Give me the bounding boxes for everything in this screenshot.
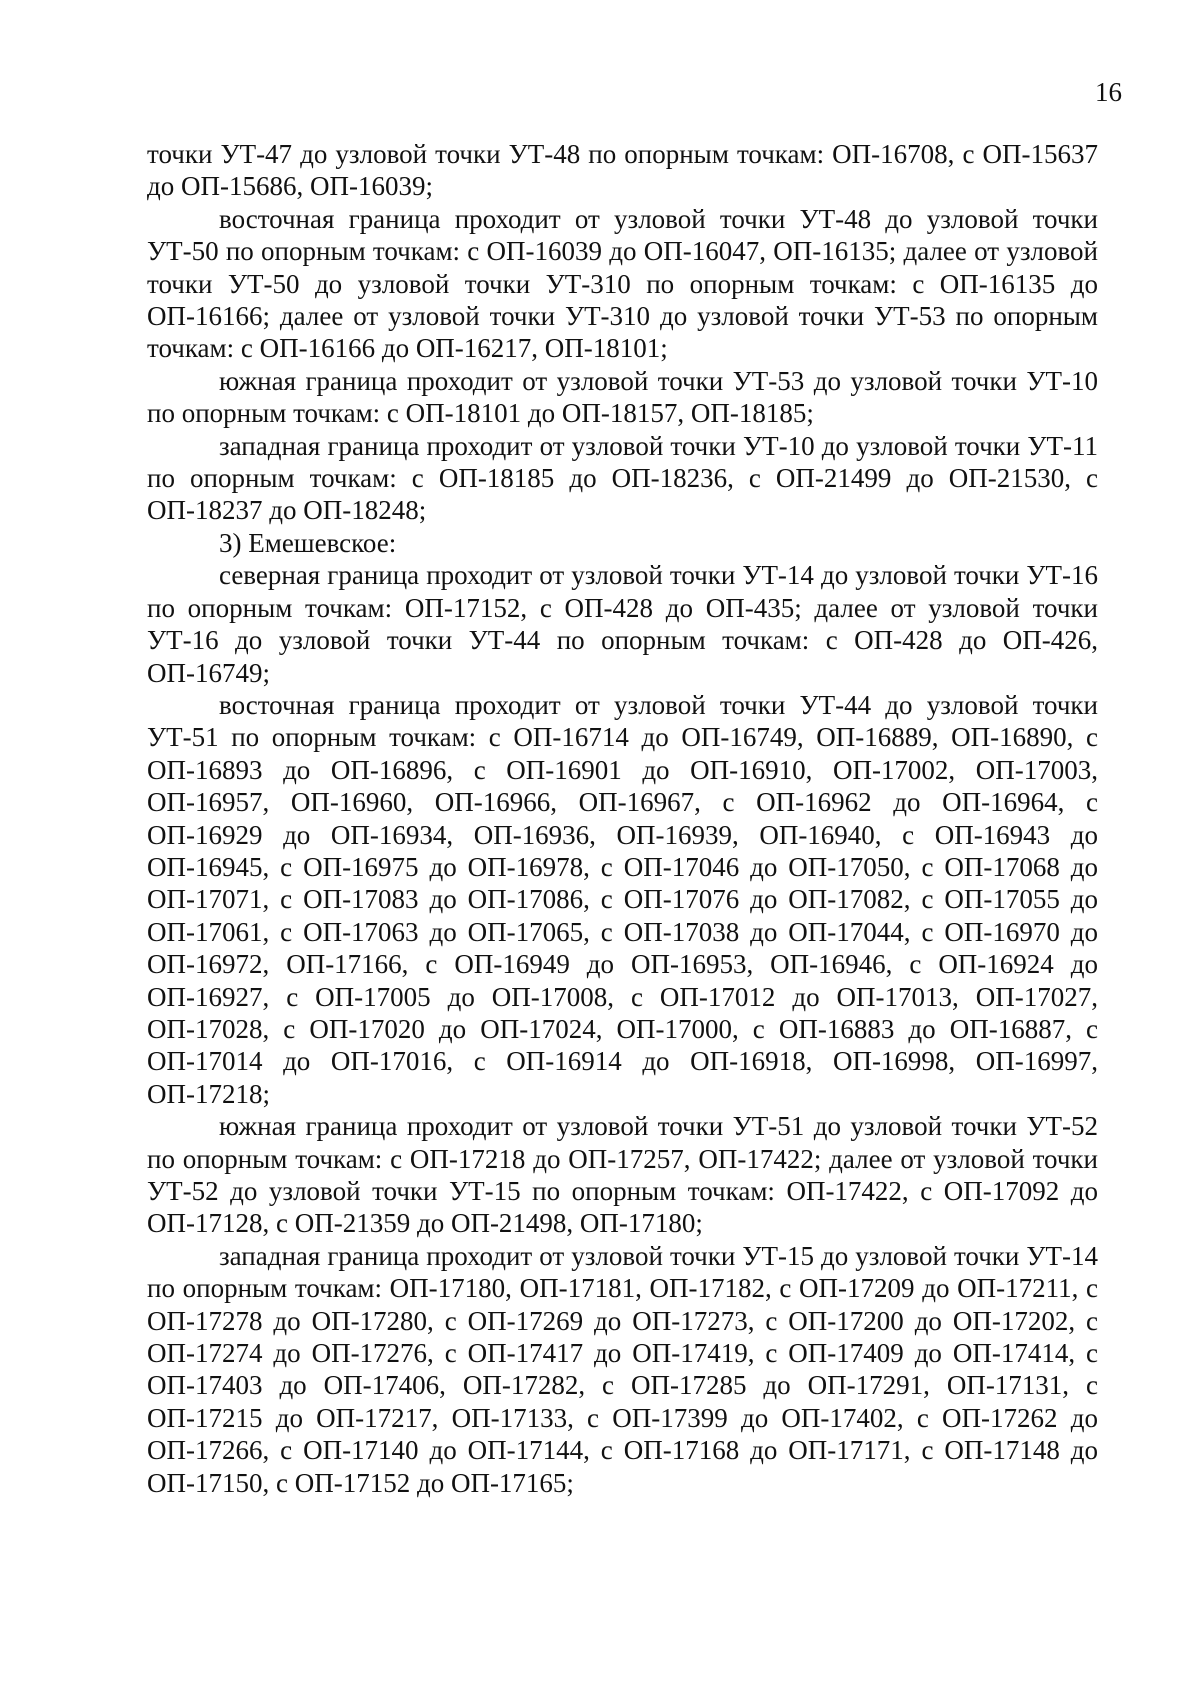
paragraph-eastern-boundary: восточная граница проходит от узловой точки УТ-48 до узловой точки УТ-50 по опорным точкам: с ОП-16039 до ОП-16047, ОП-16135; далее от узловой точки УТ-50 до узловой точки УТ-310 по опорным точкам: с ОП-16135 до ОП-16166; далее от узловой точки УТ-310 до узловой точки УТ-53 по опорным точкам: с ОП-16166 до ОП-16217, ОП-18101; — [147, 203, 1098, 364]
paragraph: точки УТ-47 до узловой точки УТ-48 по опорным точкам: ОП-16708, с ОП-15637 до ОП-15686, ОП-16039; — [147, 139, 1098, 202]
section-heading: 3) Емешевское: — [219, 527, 397, 558]
paragraph-western-boundary: западная граница проходит от узловой точки УТ-10 до узловой точки УТ-11 по опорным точкам: с ОП-18185 до ОП-18236, с ОП-21499 до ОП-21530, с ОП-18237 до ОП-18248; — [147, 430, 1098, 526]
paragraph-northern-boundary: северная граница проходит от узловой точки УТ-14 до узловой точки УТ-16 по опорным точкам: ОП-17152, с ОП-428 до ОП-435; далее от узловой точки УТ-16 до узловой точки УТ-44 по опорным точкам: с ОП-428 до ОП-426, ОП-16749; — [147, 560, 1098, 688]
paragraph-southern-boundary: южная граница проходит от узловой точки УТ-53 до узловой точки УТ-10 по опорным точкам: с ОП-18101 до ОП-18157, ОП-18185; — [147, 365, 1098, 429]
page-number: 16 — [1095, 77, 1122, 107]
paragraph-western-boundary: западная граница проходит от узловой точки УТ-15 до узловой точки УТ-14 по опорным точкам: ОП-17180, ОП-17181, ОП-17182, с ОП-17209 до ОП-17211, с ОП-17278 до ОП-17280, с ОП-17269 до ОП-17273, с ОП-17200 до ОП-17202, с ОП-17274 до ОП-17276, с ОП-17417 до ОП-17419, с ОП-17409 до ОП-17414, с ОП-17403 до ОП-17406, ОП-17282, с ОП-17285 до ОП-17291, ОП-17131, с ОП-17215 до ОП-17217, ОП-17133, с ОП-17399 до ОП-17402, с ОП-17262 до ОП-17266, с ОП-17140 до ОП-17144, с ОП-17168 до ОП-17171, с ОП-17148 до ОП-17150, с ОП-17152 до ОП-17165; — [147, 1240, 1098, 1498]
paragraph-southern-boundary: южная граница проходит от узловой точки УТ-51 до узловой точки УТ-52 по опорным точкам: с ОП-17218 до ОП-17257, ОП-17422; далее от узловой точки УТ-52 до узловой точки УТ-15 по опорным точкам: ОП-17422, с ОП-17092 до ОП-17128, с ОП-21359 до ОП-21498, ОП-17180; — [147, 1111, 1098, 1239]
paragraph-eastern-boundary: восточная граница проходит от узловой точки УТ-44 до узловой точки УТ-51 по опорным точкам: с ОП-16714 до ОП-16749, ОП-16889, ОП-16890, с ОП-16893 до ОП-16896, с ОП-16901 до ОП-16910, ОП-17002, ОП-17003, ОП-16957, ОП-16960, ОП-16966, ОП-16967, с ОП-16962 до ОП-16964, с ОП-16929 до ОП-16934, ОП-16936, ОП-16939, ОП-16940, с ОП-16943 до ОП-16945, с ОП-16975 до ОП-16978, с ОП-17046 до ОП-17050, с ОП-17068 до ОП-17071, с ОП-17083 до ОП-17086, с ОП-17076 до ОП-17082, с ОП-17055 до ОП-17061, с ОП-17063 до ОП-17065, с ОП-17038 до ОП-17044, с ОП-16970 до ОП-16972, ОП-17166, с ОП-16949 до ОП-16953, ОП-16946, с ОП-16924 до ОП-16927, с ОП-17005 до ОП-17008, с ОП-17012 до ОП-17013, ОП-17027, ОП-17028, с ОП-17020 до ОП-17024, ОП-17000, с ОП-16883 до ОП-16887, с ОП-17014 до ОП-17016, с ОП-16914 до ОП-16918, ОП-16998, ОП-16997, ОП-17218; — [147, 689, 1098, 1109]
document-body — [147, 138, 1098, 1499]
